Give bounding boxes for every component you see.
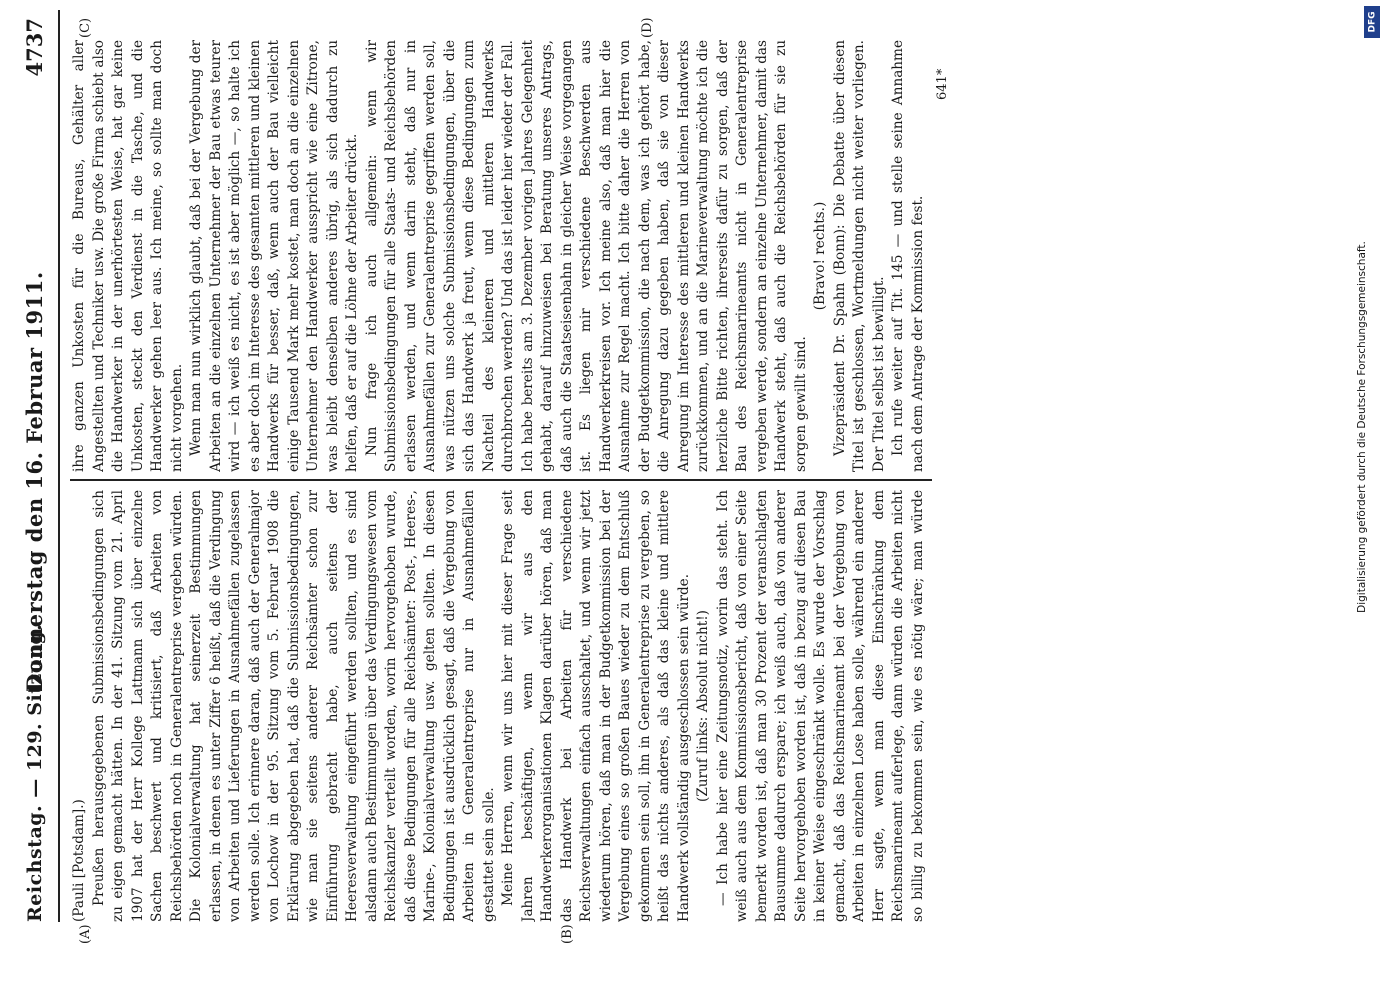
column-divider bbox=[70, 479, 932, 481]
paragraph: Wenn man nun wirklich glaubt, daß bei der Vergebung der Arbeiten an die einzelnen Unternehmer der Bau etwas teurer wird — ich weiß es nicht, es ist aber möglich —, so halte ich es aber doch im Interesse des gesamten mittleren und kleinen Handwerks für besser, daß, wenn auch der Bau vielleicht einige Tausend Mark mehr kostet, man doch an die einzelnen Unternehmer den Handwerker ausspricht wie eine Zitrone, was bleibt denselben anderes übrig, als sich dadurch zu helfen, daß er auf die Löhne der Arbeiter drückt. bbox=[188, 40, 360, 472]
interjection: (Zuruf links: Absolut nicht!) bbox=[695, 610, 711, 802]
paragraph: Preußen herausgegebenen Submissionsbedingungen sich zu eigen gemacht hätten. In der 41. Sitzung vom 21. April 1907 hat der Herr Kollege Lattmann sich über einzelne Sachen beschwert und kritisiert, daß Arbeiten von Reichsbehörden noch in Generalentreprise vergeben würden. Die Kolonialverwaltung hat seinerzeit Bestimmungen erlassen, in denen es unter Ziffer 6 heißt, daß die Verdingung von Arbeiten und Lieferungen in Ausnahmefällen zugelassen werden solle. Ich erinnere daran, daß auch der Generalmajor von Lochow in der 95. Sitzung vom 5. Februar 1908 die Erklärung abgegeben hat, daß die Submissionsbedingungen, wie man sie seitens anderer Reichsämter schon zur Einführung gebracht habe, auch seitens der Heeresverwaltung eingeführt werden sollten, und es sind alsdann auch Bestimmungen über das Verdingungswesen vom Reichskanzler verteilt worden, worin hervorgehoben wurde, daß diese Bedingungen für alle Reichsämter: Post-, Heeres-, Marine-, Kolonialverwaltung usw. gelten sollten. In diesen Bedingungen ist ausdrücklich gesagt, daß die Vergebung von Arbeiten in Generalentreprise nur in Ausnahmefällen gestattet sein solle. bbox=[90, 490, 497, 922]
margin-mark-b: (B) bbox=[560, 924, 575, 944]
paragraph: — Ich habe hier eine Zeitungsnotiz, worin das steht. Ich weiß auch aus dem Kommissionsbericht, daß von einer Seite bemerkt worden ist, daß man 30 Prozent der veranschlagten Bausumme dadurch erspare; ich weiß auch, daß von anderer Seite hervorgehoben worden ist, daß in bezug auf diesen Bau in keiner Weise eingeschränkt wolle. Es wurde der Vorschlag gemacht, daß das Reichsmarineamt bei der Vergebung von Arbeiten in einzelnen Lose haben solle, während ein anderer Herr sagte, wenn man diese Einschränkung dem Reichsmarineamt auferlege, dann würden die Arbeiten nicht so billig zu bekommen sein, wie es nötig wäre; man würde bbox=[714, 490, 925, 922]
paragraph: Vizepräsident Dr. Spahn (Bonn): Die Debatte über diesen Titel ist geschlossen, Wortmeldungen nicht weiter vorliegen. Der Titel selbst ist bewilligt. bbox=[831, 40, 887, 472]
header-date: Donnerstag den 16. Februar 1911. bbox=[22, 271, 47, 692]
funding-notice: Digitalisierung gefördert durch die Deutsche Forschungsgemeinschaft. bbox=[1356, 241, 1368, 613]
paragraph: ihre ganzen Unkosten für die Bureaus, Gehälter aller Angestellten und Techniker usw. Die große Firma schiebt also die Handwerker in der unerhörtesten Weise, hat gar keine Unkosten, steckt den Verdienst in die Tasche, und die Handwerker gehen leer aus. Ich meine, so sollte man doch nicht vorgehen. bbox=[71, 40, 185, 472]
margin-mark-c: (C) bbox=[78, 17, 93, 38]
paragraph: Ich rufe weiter auf Tit. 145 — und stelle seine Annahme nach dem Antrage der Kommission fest. bbox=[890, 40, 926, 472]
right-column bbox=[70, 40, 930, 472]
page-number: 4737 bbox=[22, 18, 47, 77]
digitization-strip bbox=[1357, 0, 1383, 1000]
paragraph: Nun frage ich auch allgemein: wenn wir Submissionsbedingungen für alle Staats- und Reichsbehörden erlassen werden, und wenn darin steht, daß nur in Ausnahmefällen zur Generalentreprise gegriffen werden soll, was nützen uns solche Submissionsbedingungen, über die sich das Handwerk ja freut, wenn diese Bedingungen zum Nachteil des kleineren und mittleren Handwerks durchbrochen werden? Und das ist leider hier wieder der Fall. Ich habe bereits am 3. Dezember vorigen Jahres Gelegenheit gehabt, darauf hinzuweisen bei Beratung unseres Antrags, daß auch die Staatseisenbahn in gleicher Weise vorgegangen ist. Es liegen mir verschiedene Beschwerden aus Handwerkerkreisen vor. Ich meine also, daß man hier die Ausnahme zur Regel macht. Ich bitte daher die Herren von der Budgetkommission, die nach dem, was ich gehört habe, die Anregung dazu gegeben haben, daß sie von dieser Anregung im Interesse des mittleren und kleinen Handwerks zurückkommen, und an die Marineverwaltung möchte ich die herzliche Bitte richten, ihrerseits dafür zu sorgen, daß der Bau des Reichsmarineamts nicht in Generalentreprise vergeben werde, sondern an einzelne Unternehmer, damit das Handwerk steht, daß auch die Reichsbehörden für sie zu sorgen gewillt sind. bbox=[363, 40, 809, 472]
page-header bbox=[18, 10, 60, 922]
margin-mark-d: (D) bbox=[640, 17, 655, 38]
margin-mark-a: (A) bbox=[78, 924, 93, 944]
sheet-mark: 641* bbox=[935, 68, 950, 100]
header-session: Reichstag. — 129. Sitzung. bbox=[24, 623, 46, 922]
paragraph: Meine Herren, wenn wir uns hier mit dieser Frage seit Jahren beschäftigen, wenn wir aus den Handwerkerorganisationen Klagen darüber hören, daß man das Handwerk bei Arbeiten für verschiedene Reichsverwaltungen einfach ausschaltet, und wenn wir jetzt wiederum hören, daß man in der Budgetkommission bei der Vergebung eines so großen Baues wieder zu dem Entschluß gekommen sein soll, ihn in Generalentreprise zu vergeben, so heißt das nichts anderes, als daß das kleine und mittlere Handwerk vollständig ausgeschlossen sein würde. bbox=[500, 490, 692, 922]
paragraph bbox=[928, 40, 930, 472]
dfg-logo: DFG bbox=[1364, 6, 1380, 38]
left-column bbox=[70, 490, 925, 922]
speaker-reference: (Pauli [Potsdam].) bbox=[71, 799, 87, 922]
applause: (Bravo! rechts.) bbox=[812, 201, 828, 311]
